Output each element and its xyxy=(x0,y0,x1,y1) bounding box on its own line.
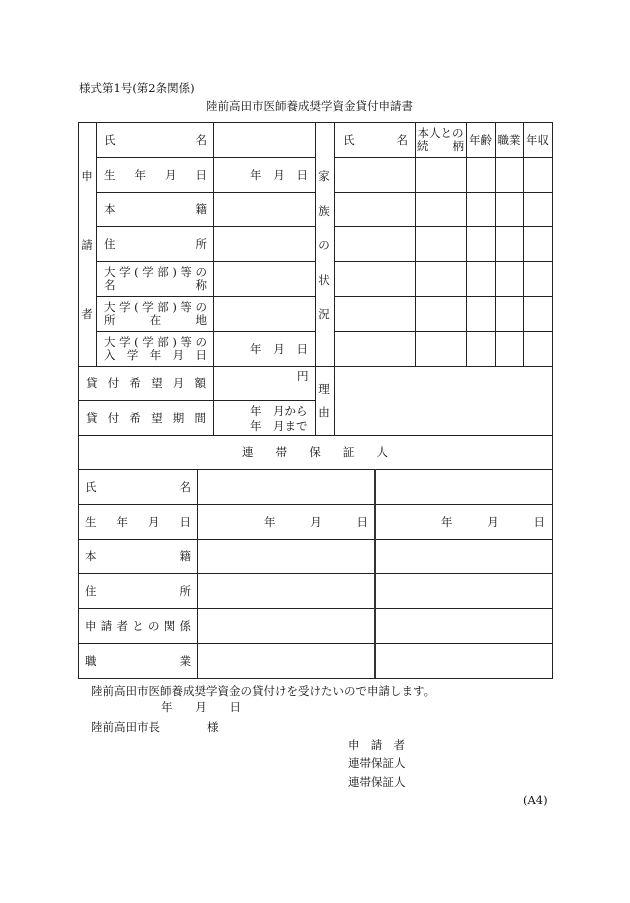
signer-applicant: 申 請 者 xyxy=(348,738,405,752)
applicant-name-label: 氏 名 xyxy=(104,132,207,147)
loan-period-to: 年 月まで xyxy=(250,419,308,433)
guarantor-domicile-label: 本 籍 xyxy=(85,549,191,563)
application-statement: 陸前高田市医師養成奨学資金の貸付けを受けたいので申請します。 xyxy=(91,684,436,698)
guarantor-header: 連 帯 保 証 人 xyxy=(242,445,388,459)
loan-period-from: 年 月から xyxy=(250,404,308,418)
paper-size: (A4) xyxy=(523,793,548,807)
family-side-char: 家 xyxy=(318,169,330,183)
family-side-char: 状 xyxy=(318,273,330,287)
guarantor-job-label: 職 業 xyxy=(85,653,191,668)
applicant-birth-label: 生 年 月 日 xyxy=(104,167,207,182)
guarantor-birth-label: 生 年 月 日 xyxy=(85,514,191,529)
guarantor-relation-label: 申 請 者 と の 関 係 xyxy=(85,618,191,633)
addressee-suffix: 様 xyxy=(207,720,219,734)
applicant-side-char: 申 xyxy=(81,169,93,183)
application-date: 年 月 日 xyxy=(161,700,241,714)
family-income-header: 年収 xyxy=(526,132,549,147)
family-age-header: 年齢 xyxy=(469,132,492,147)
guarantor-address-label: 住 所 xyxy=(85,583,191,598)
signer-guarantor-1: 連帯保証人 xyxy=(348,756,406,770)
loan-monthly-label: 貸 付 希 望 月 額 xyxy=(86,376,206,390)
univ-entrance-value: 年 月 日 xyxy=(250,341,308,356)
signer-guarantor-2: 連帯保証人 xyxy=(348,775,406,789)
family-relation-header: 本人との 続 柄 xyxy=(417,125,464,153)
family-job-header: 職業 xyxy=(497,132,521,147)
form-title: 陸前高田市医師養成奨学資金貸付申請書 xyxy=(206,99,413,113)
univ-name-label: 大 学 ( 学 部 ) 等 の 名 称 xyxy=(104,264,207,292)
applicant-address-label: 住 所 xyxy=(104,236,207,251)
addressee: 陸前高田市長 xyxy=(91,720,160,734)
guarantor1-birth-value: 年 月 日 xyxy=(264,514,368,529)
form-number: 様式第1号(第2条関係) xyxy=(79,81,195,95)
family-side-char: 族 xyxy=(318,204,330,218)
loan-period-label: 貸 付 希 望 期 間 xyxy=(86,410,206,425)
univ-location-label: 大 学 ( 学 部 ) 等 の 所 在 地 xyxy=(104,299,207,327)
applicant-side-char: 請 xyxy=(81,238,93,252)
loan-reason-char: 由 xyxy=(318,405,330,419)
applicant-birth-value: 年 月 日 xyxy=(250,167,308,182)
loan-yen-unit: 円 xyxy=(297,369,309,383)
guarantor-name-label: 氏 名 xyxy=(85,479,191,494)
applicant-domicile-label: 本 籍 xyxy=(104,202,207,216)
loan-reason-char: 理 xyxy=(318,382,330,396)
family-side-char: 況 xyxy=(318,307,330,321)
applicant-side-char: 者 xyxy=(81,307,93,321)
guarantor2-birth-value: 年 月 日 xyxy=(441,514,545,529)
family-name-header: 氏 名 xyxy=(343,132,408,147)
univ-entrance-label: 大 学 ( 学 部 ) 等 の 入 学 年 月 日 xyxy=(104,334,207,362)
family-side-char: の xyxy=(318,238,330,252)
